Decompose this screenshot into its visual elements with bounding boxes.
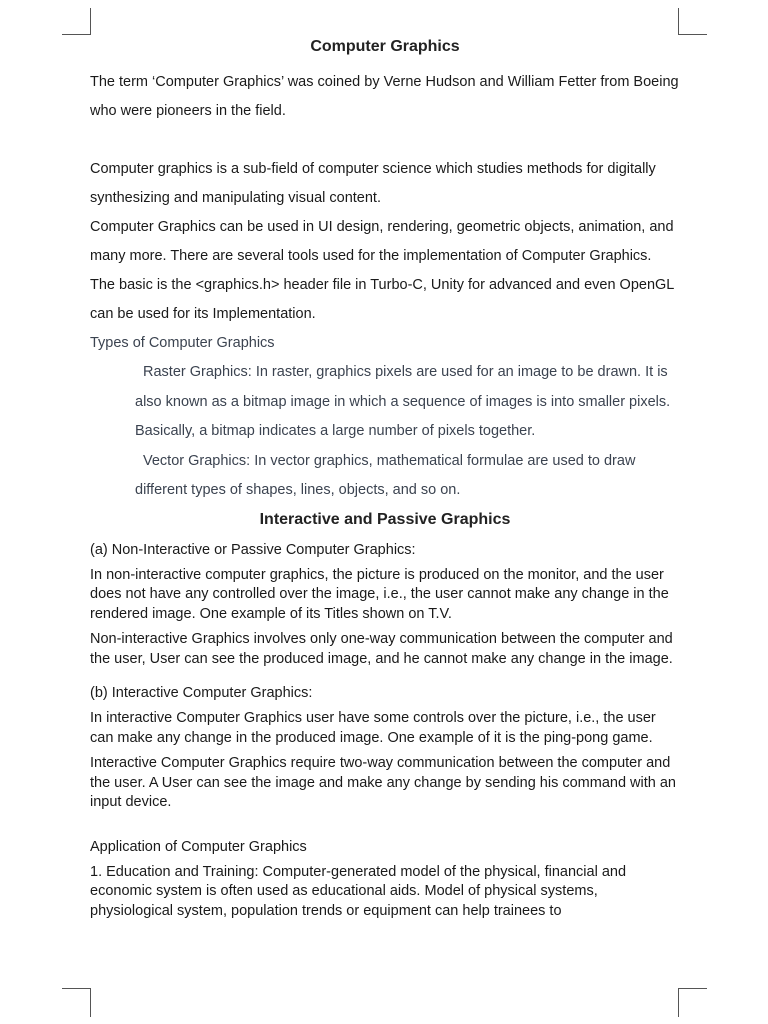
passive-paragraph-1: In non-interactive computer graphics, the picture is produced on the monitor, and the user does not have any controlled over the image, i.e., the user cannot make any change in the rendered image. One example of its Titles shown on T.V. <box>90 566 669 622</box>
vector-graphics-paragraph <box>135 447 680 506</box>
crop-mark-bottom-left <box>62 988 91 1017</box>
blank-line <box>90 126 680 155</box>
passive-paragraph-2: Non-interactive Graphics involves only one-way communication between the computer and the user, User can see the produced image, and he cannot make any change in the image. <box>90 631 673 667</box>
interactive-graphics-label: (b) Interactive Computer Graphics: <box>90 685 313 701</box>
intro-paragraph-2: Computer graphics is a sub-field of computer science which studies methods for digitally synthesizing and manipulating visual content. <box>90 161 656 206</box>
raster-graphics-paragraph <box>135 358 680 447</box>
types-heading: Types of Computer Graphics <box>90 335 275 351</box>
intro-paragraph-1: The term ‘Computer Graphics’ was coined by Verne Hudson and William Fetter from Boeing who were pioneers in the field. <box>90 74 679 119</box>
document-title: Computer Graphics <box>310 38 460 55</box>
interactive-paragraph-2: Interactive Computer Graphics require two-way communication between the computer and the user. A User can see the image and make any change by sending his command with an input device. <box>90 755 676 810</box>
crop-mark-top-right <box>678 8 707 35</box>
application-heading: Application of Computer Graphics <box>90 838 307 855</box>
section-title: Interactive and Passive Graphics <box>259 510 511 528</box>
vector-graphics-text: Vector Graphics: In vector graphics, mathematical formulae are used to draw different types of shapes, lines, objects, and so on. <box>135 452 636 498</box>
document-page <box>90 36 680 927</box>
passive-graphics-label: (a) Non-Interactive or Passive Computer Graphics: <box>90 541 416 558</box>
crop-mark-top-left <box>62 8 91 35</box>
intro-paragraph-3: Computer Graphics can be used in UI design, rendering, geometric objects, animation, and many more. There are several tools used for the implementation of Computer Graphics. The basic is the <graphics.h> header file in Turbo-C, Unity for advanced and even OpenGL can be used for its Implementation. <box>90 219 674 322</box>
crop-mark-bottom-right <box>678 988 707 1017</box>
interactive-paragraph-1: In interactive Computer Graphics user have some controls over the picture, i.e., the user can make any change in the produced image. One example of it is the ping-pong game. <box>90 710 656 746</box>
application-item-1: 1. Education and Training: Computer-generated model of the physical, financial and economic system is often used as educational aids. Model of physical systems, physiological system, population trends or equipment can help trainees to <box>90 863 627 919</box>
raster-graphics-text: Raster Graphics: In raster, graphics pixels are used for an image to be drawn. It is also known as a bitmap image in which a sequence of images is into smaller pixels. Basically, a bitmap indicates a large number of pixels together. <box>135 364 671 439</box>
